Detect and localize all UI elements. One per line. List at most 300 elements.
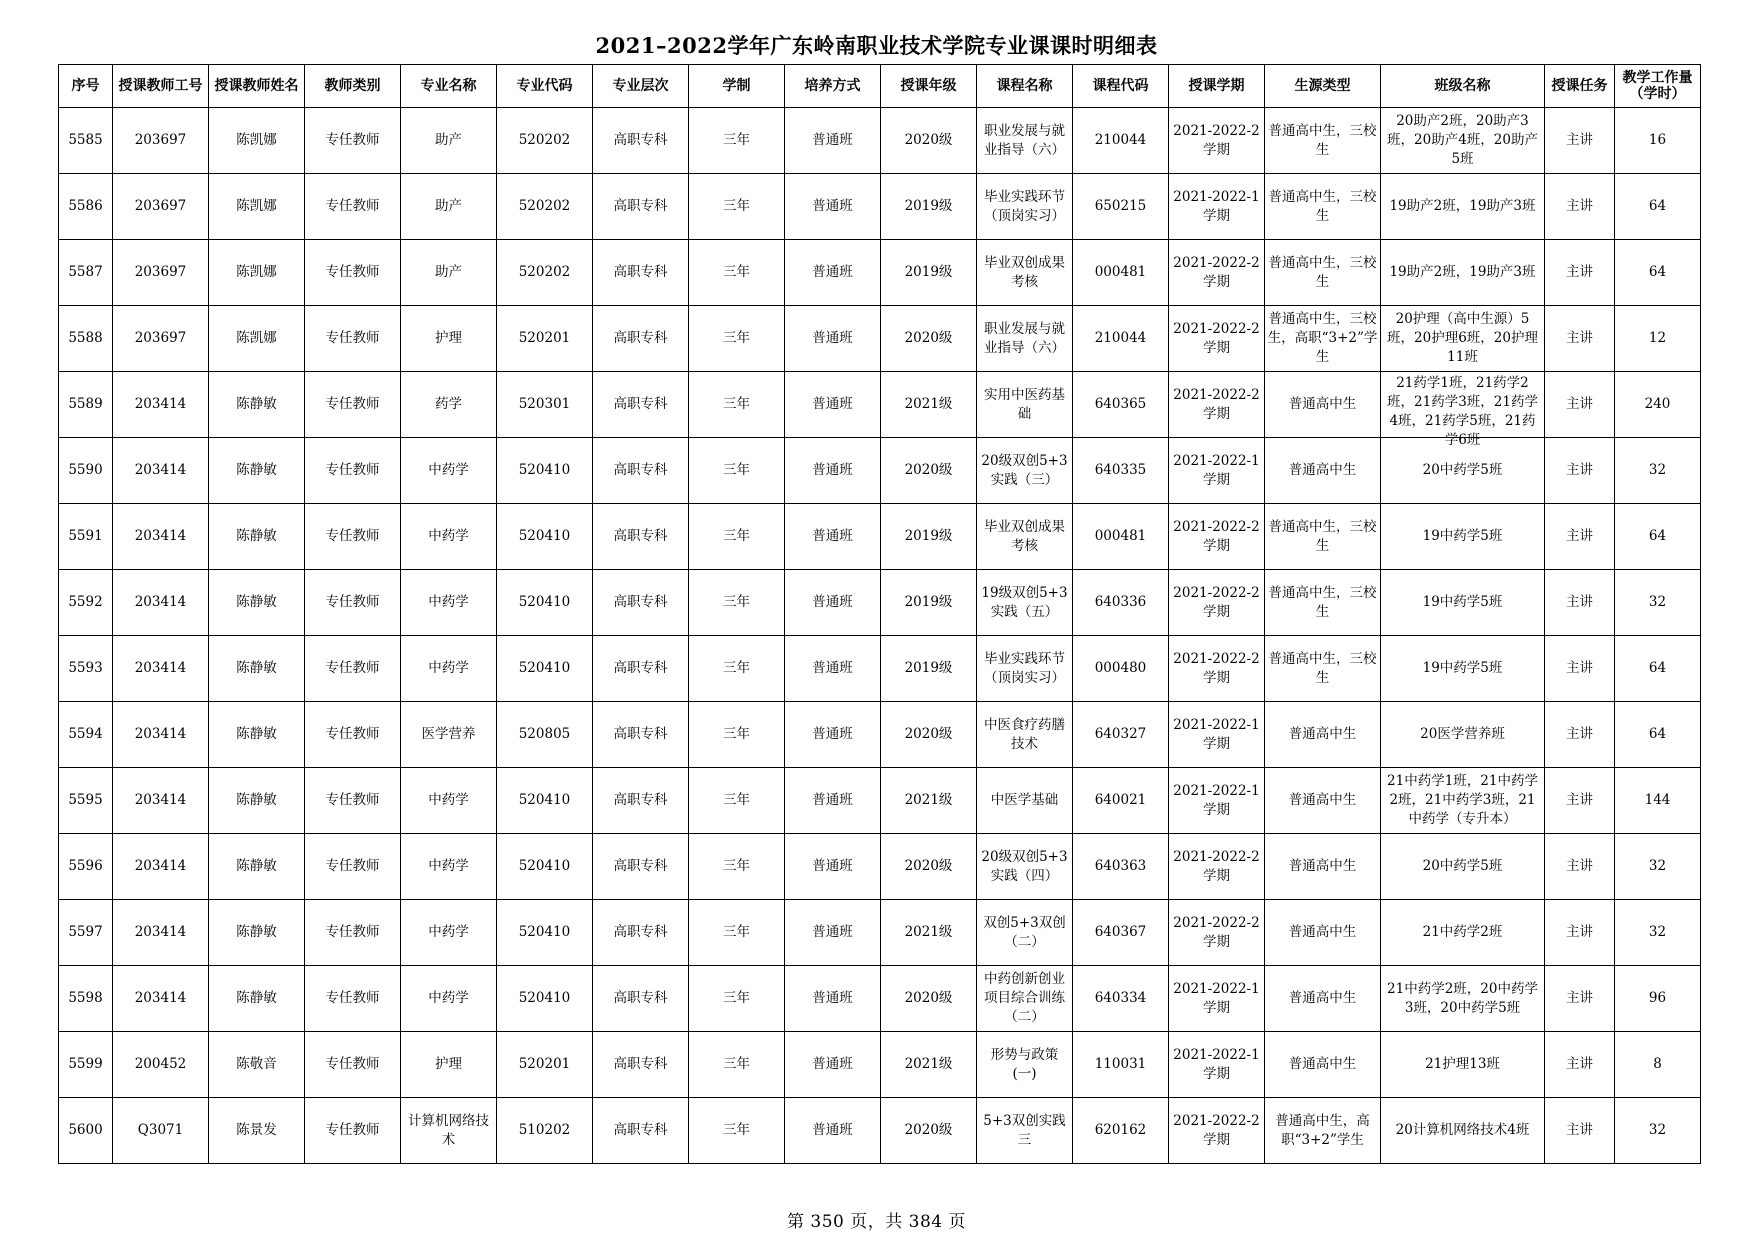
cell-text: 职业发展与就业指导（六） xyxy=(984,320,1065,356)
cell-teacher-type xyxy=(305,240,401,306)
cell-text: 5585 xyxy=(68,132,103,148)
cell-duration xyxy=(689,966,785,1032)
cell-duration xyxy=(689,900,785,966)
cell-text: 普通班 xyxy=(812,726,853,742)
cell-text: 520410 xyxy=(518,990,571,1006)
cell-text: 专任教师 xyxy=(325,594,380,610)
cell-text: 19中药学5班 xyxy=(1422,594,1503,610)
cell-text: 2021级 xyxy=(904,792,953,808)
cell-text: 203697 xyxy=(134,198,187,214)
cell-text: 护理 xyxy=(435,1056,462,1072)
cell-major-code xyxy=(497,702,593,768)
cell-text: 普通高中生 xyxy=(1288,924,1357,940)
cell-text: 32 xyxy=(1648,462,1667,478)
cell-text: 2021-2022-1学期 xyxy=(1173,782,1260,818)
cell-task xyxy=(1545,702,1615,768)
cell-task xyxy=(1545,900,1615,966)
cell-text: 普通高中生，三校生 xyxy=(1268,254,1377,290)
table-row xyxy=(59,834,1701,900)
table-row xyxy=(59,900,1701,966)
cell-text: 普通高中生，三校生 xyxy=(1268,518,1377,554)
cell-grade xyxy=(881,306,977,372)
cell-level xyxy=(593,636,689,702)
cell-text: 5598 xyxy=(68,990,103,1006)
table-row xyxy=(59,1032,1701,1098)
cell-text: 2021-2022-2学期 xyxy=(1173,122,1260,158)
cell-term xyxy=(1169,306,1265,372)
cell-seq-no xyxy=(59,570,113,636)
cell-duration xyxy=(689,1098,785,1164)
cell-major-name xyxy=(401,702,497,768)
cell-term xyxy=(1169,240,1265,306)
cell-class-name xyxy=(1381,570,1545,636)
cell-course-code xyxy=(1073,570,1169,636)
cell-text: 520410 xyxy=(518,924,571,940)
cell-grade xyxy=(881,174,977,240)
cell-seq-no xyxy=(59,702,113,768)
cell-text: 2020级 xyxy=(904,330,953,346)
cell-text: 专任教师 xyxy=(325,858,380,874)
cell-teacher-name xyxy=(209,240,305,306)
cell-teacher-id xyxy=(113,372,209,438)
cell-text: 中医食疗药膳技术 xyxy=(984,716,1065,752)
cell-text: 520201 xyxy=(518,1056,571,1072)
cell-major-code xyxy=(497,900,593,966)
cell-major-code xyxy=(497,1032,593,1098)
cell-text: 520410 xyxy=(518,858,571,874)
table-row xyxy=(59,240,1701,306)
cell-level xyxy=(593,1098,689,1164)
cell-workload xyxy=(1615,438,1701,504)
cell-course-name xyxy=(977,570,1073,636)
cell-text: 专任教师 xyxy=(325,792,380,808)
table-row xyxy=(59,174,1701,240)
cell-text: 主讲 xyxy=(1566,198,1593,214)
cell-major-code xyxy=(497,570,593,636)
cell-text: 2019级 xyxy=(904,594,953,610)
table-row xyxy=(59,306,1701,372)
cell-teacher-type xyxy=(305,900,401,966)
cell-text: 520805 xyxy=(518,726,571,742)
cell-duration xyxy=(689,174,785,240)
cell-seq-no xyxy=(59,108,113,174)
cell-text: 2021-2022-2学期 xyxy=(1173,584,1260,620)
cell-text: 中药学 xyxy=(428,792,469,808)
cell-term xyxy=(1169,372,1265,438)
cell-course-code xyxy=(1073,768,1169,834)
cell-duration xyxy=(689,240,785,306)
cell-course-code xyxy=(1073,438,1169,504)
cell-training-mode xyxy=(785,636,881,702)
cell-text: 650215 xyxy=(1094,198,1147,214)
cell-text: 5586 xyxy=(68,198,103,214)
cell-text: 高职专科 xyxy=(613,990,668,1006)
cell-seq-no xyxy=(59,504,113,570)
cell-text: 5594 xyxy=(68,726,103,742)
cell-text: 三年 xyxy=(723,1056,750,1072)
cell-text: 普通高中生，三校生 xyxy=(1268,122,1377,158)
cell-teacher-name xyxy=(209,504,305,570)
cell-text: 主讲 xyxy=(1566,1056,1593,1072)
cell-text: 高职专科 xyxy=(613,462,668,478)
cell-class-name xyxy=(1381,900,1545,966)
cell-text: 普通高中生 xyxy=(1288,1056,1357,1072)
cell-workload xyxy=(1615,834,1701,900)
cell-training-mode xyxy=(785,504,881,570)
cell-major-code xyxy=(497,1098,593,1164)
cell-class-name xyxy=(1381,702,1545,768)
course-hours-table xyxy=(58,64,1701,1164)
cell-text: 陈静敏 xyxy=(236,528,277,544)
cell-text: 主讲 xyxy=(1566,990,1593,1006)
cell-text: 5593 xyxy=(68,660,103,676)
cell-course-code xyxy=(1073,504,1169,570)
cell-text: 520410 xyxy=(518,594,571,610)
cell-grade xyxy=(881,240,977,306)
cell-training-mode xyxy=(785,240,881,306)
header-cell: 专业层次 xyxy=(593,65,689,108)
header-cell: 专业名称 xyxy=(401,65,497,108)
cell-text: 普通高中生，三校生 xyxy=(1268,650,1377,686)
cell-student-source xyxy=(1265,1098,1381,1164)
cell-text: 210044 xyxy=(1094,132,1147,148)
cell-text: 高职专科 xyxy=(613,726,668,742)
header-cell: 课程名称 xyxy=(977,65,1073,108)
cell-duration xyxy=(689,306,785,372)
cell-text: 2020级 xyxy=(904,132,953,148)
cell-duration xyxy=(689,438,785,504)
cell-teacher-type xyxy=(305,306,401,372)
header-cell: 教学工作量（学时） xyxy=(1615,65,1701,108)
cell-teacher-type xyxy=(305,1098,401,1164)
cell-text: 2020级 xyxy=(904,1122,953,1138)
cell-term xyxy=(1169,174,1265,240)
cell-text: 520410 xyxy=(518,462,571,478)
cell-text: 主讲 xyxy=(1566,924,1593,940)
cell-course-name xyxy=(977,1032,1073,1098)
cell-course-code xyxy=(1073,174,1169,240)
cell-level xyxy=(593,834,689,900)
cell-text: 毕业双创成果考核 xyxy=(984,518,1065,554)
cell-text: 高职专科 xyxy=(613,924,668,940)
cell-text: 主讲 xyxy=(1566,726,1593,742)
cell-class-name xyxy=(1381,240,1545,306)
cell-course-code xyxy=(1073,900,1169,966)
cell-major-name xyxy=(401,1032,497,1098)
cell-teacher-id xyxy=(113,702,209,768)
cell-task xyxy=(1545,1098,1615,1164)
cell-major-name xyxy=(401,306,497,372)
cell-text: 2019级 xyxy=(904,198,953,214)
cell-text: 专任教师 xyxy=(325,924,380,940)
cell-text: 专任教师 xyxy=(325,132,380,148)
cell-student-source xyxy=(1265,900,1381,966)
cell-major-name xyxy=(401,438,497,504)
cell-text: 20中药学5班 xyxy=(1422,858,1503,874)
cell-text: 专任教师 xyxy=(325,330,380,346)
cell-text: 三年 xyxy=(723,858,750,874)
cell-text: 陈静敏 xyxy=(236,660,277,676)
cell-text: 96 xyxy=(1648,990,1667,1006)
cell-text: 中药学 xyxy=(428,858,469,874)
cell-text: 主讲 xyxy=(1566,330,1593,346)
cell-course-name xyxy=(977,372,1073,438)
cell-course-code xyxy=(1073,240,1169,306)
cell-text: 普通班 xyxy=(812,528,853,544)
cell-text: 三年 xyxy=(723,726,750,742)
table-row xyxy=(59,504,1701,570)
cell-text: 5599 xyxy=(68,1056,103,1072)
cell-major-name xyxy=(401,636,497,702)
cell-term xyxy=(1169,108,1265,174)
cell-teacher-name xyxy=(209,636,305,702)
cell-training-mode xyxy=(785,702,881,768)
cell-task xyxy=(1545,966,1615,1032)
cell-text: 专任教师 xyxy=(325,726,380,742)
cell-text: 19中药学5班 xyxy=(1422,660,1503,676)
cell-text: 640335 xyxy=(1094,462,1147,478)
cell-text: 高职专科 xyxy=(613,264,668,280)
header-cell: 授课年级 xyxy=(881,65,977,108)
cell-text: 专任教师 xyxy=(325,462,380,478)
cell-grade xyxy=(881,504,977,570)
cell-text: 520410 xyxy=(518,792,571,808)
cell-text: 陈静敏 xyxy=(236,396,277,412)
cell-text: 5597 xyxy=(68,924,103,940)
cell-text: 普通高中生，高职“3+2”学生 xyxy=(1275,1112,1370,1148)
cell-training-mode xyxy=(785,108,881,174)
cell-text: 陈凯娜 xyxy=(236,198,277,214)
cell-text: 中药学 xyxy=(428,462,469,478)
cell-workload xyxy=(1615,636,1701,702)
cell-text: 203414 xyxy=(134,990,187,1006)
cell-text: 助产 xyxy=(435,132,462,148)
table-row xyxy=(59,108,1701,174)
cell-task xyxy=(1545,504,1615,570)
cell-major-name xyxy=(401,174,497,240)
cell-text: 中药创新创业项目综合训练（二） xyxy=(984,971,1065,1025)
cell-teacher-id xyxy=(113,834,209,900)
cell-text: 陈凯娜 xyxy=(236,264,277,280)
cell-text: 主讲 xyxy=(1566,264,1593,280)
cell-text: 专任教师 xyxy=(325,990,380,1006)
cell-text: 普通班 xyxy=(812,924,853,940)
cell-text: 32 xyxy=(1648,594,1667,610)
cell-task xyxy=(1545,108,1615,174)
cell-teacher-type xyxy=(305,174,401,240)
cell-text: 64 xyxy=(1648,198,1667,214)
cell-text: 144 xyxy=(1644,792,1671,808)
cell-text: 助产 xyxy=(435,198,462,214)
cell-text: 专任教师 xyxy=(325,1056,380,1072)
cell-text: 2021-2022-2学期 xyxy=(1173,848,1260,884)
cell-text: 形势与政策(一) xyxy=(990,1046,1059,1082)
cell-text: 主讲 xyxy=(1566,660,1593,676)
cell-text: 8 xyxy=(1653,1056,1662,1072)
cell-text: 主讲 xyxy=(1566,396,1593,412)
cell-major-name xyxy=(401,834,497,900)
cell-text: 203414 xyxy=(134,396,187,412)
cell-course-code xyxy=(1073,1098,1169,1164)
cell-text: 护理 xyxy=(435,330,462,346)
cell-text: 普通高中生，三校生 xyxy=(1268,584,1377,620)
cell-text: 520301 xyxy=(518,396,571,412)
cell-text: 三年 xyxy=(723,528,750,544)
cell-text: 助产 xyxy=(435,264,462,280)
cell-workload xyxy=(1615,966,1701,1032)
cell-training-mode xyxy=(785,966,881,1032)
header-row xyxy=(59,65,1701,108)
cell-text: 三年 xyxy=(723,924,750,940)
cell-text: 主讲 xyxy=(1566,462,1593,478)
cell-training-mode xyxy=(785,438,881,504)
cell-teacher-name xyxy=(209,438,305,504)
cell-workload xyxy=(1615,108,1701,174)
cell-major-name xyxy=(401,240,497,306)
cell-text: 计算机网络技术 xyxy=(408,1112,489,1148)
cell-text: 专任教师 xyxy=(325,264,380,280)
cell-text: 19级双创5+3实践（五） xyxy=(981,584,1068,620)
header-cell: 课程代码 xyxy=(1073,65,1169,108)
cell-major-name xyxy=(401,108,497,174)
header-cell: 培养方式 xyxy=(785,65,881,108)
cell-text: 2021-2022-2学期 xyxy=(1173,320,1260,356)
cell-term xyxy=(1169,504,1265,570)
cell-text: 中药学 xyxy=(428,924,469,940)
cell-text: 三年 xyxy=(723,594,750,610)
cell-text: 陈静敏 xyxy=(236,990,277,1006)
cell-teacher-name xyxy=(209,372,305,438)
cell-text: 中药学 xyxy=(428,990,469,1006)
cell-task xyxy=(1545,768,1615,834)
cell-workload xyxy=(1615,900,1701,966)
cell-text: 19助产2班，19助产3班 xyxy=(1389,198,1536,214)
cell-task xyxy=(1545,438,1615,504)
table-row xyxy=(59,570,1701,636)
cell-text: 2019级 xyxy=(904,528,953,544)
cell-course-name xyxy=(977,108,1073,174)
cell-class-name xyxy=(1381,108,1545,174)
cell-student-source xyxy=(1265,504,1381,570)
cell-text: 5591 xyxy=(68,528,103,544)
cell-term xyxy=(1169,966,1265,1032)
cell-text: 2021-2022-2学期 xyxy=(1173,254,1260,290)
cell-teacher-id xyxy=(113,1098,209,1164)
cell-task xyxy=(1545,306,1615,372)
cell-text: 203414 xyxy=(134,528,187,544)
cell-class-name xyxy=(1381,768,1545,834)
cell-duration xyxy=(689,1032,785,1098)
cell-text: 毕业双创成果考核 xyxy=(984,254,1065,290)
cell-text: 21中药学2班 xyxy=(1422,924,1503,940)
cell-text: 520202 xyxy=(518,264,571,280)
cell-teacher-name xyxy=(209,702,305,768)
header-cell: 序号 xyxy=(59,65,113,108)
table-row xyxy=(59,372,1701,438)
cell-text: 三年 xyxy=(723,660,750,676)
cell-text: 普通班 xyxy=(812,990,853,1006)
cell-text: 240 xyxy=(1644,396,1671,412)
cell-task xyxy=(1545,834,1615,900)
cell-course-code xyxy=(1073,372,1169,438)
cell-text: 32 xyxy=(1648,1122,1667,1138)
cell-text: 64 xyxy=(1648,264,1667,280)
cell-teacher-name xyxy=(209,834,305,900)
cell-seq-no xyxy=(59,372,113,438)
cell-course-name xyxy=(977,240,1073,306)
cell-workload xyxy=(1615,1098,1701,1164)
cell-training-mode xyxy=(785,900,881,966)
cell-teacher-type xyxy=(305,1032,401,1098)
cell-teacher-type xyxy=(305,504,401,570)
cell-text: 640334 xyxy=(1094,990,1147,1006)
header-cell: 授课学期 xyxy=(1169,65,1265,108)
cell-teacher-id xyxy=(113,504,209,570)
cell-text: 普通高中生 xyxy=(1288,990,1357,1006)
cell-text: 5587 xyxy=(68,264,103,280)
cell-teacher-name xyxy=(209,306,305,372)
cell-course-name xyxy=(977,504,1073,570)
cell-grade xyxy=(881,570,977,636)
cell-level xyxy=(593,702,689,768)
cell-duration xyxy=(689,768,785,834)
cell-text: 5600 xyxy=(68,1122,103,1138)
cell-student-source xyxy=(1265,966,1381,1032)
cell-course-name xyxy=(977,174,1073,240)
cell-workload xyxy=(1615,306,1701,372)
cell-course-name xyxy=(977,306,1073,372)
cell-text: 640363 xyxy=(1094,858,1147,874)
cell-course-code xyxy=(1073,702,1169,768)
cell-teacher-type xyxy=(305,570,401,636)
cell-class-name xyxy=(1381,966,1545,1032)
cell-text: 203414 xyxy=(134,462,187,478)
cell-text: 32 xyxy=(1648,924,1667,940)
cell-seq-no xyxy=(59,768,113,834)
cell-level xyxy=(593,768,689,834)
cell-student-source xyxy=(1265,834,1381,900)
cell-text: 5592 xyxy=(68,594,103,610)
cell-training-mode xyxy=(785,1032,881,1098)
cell-text: 三年 xyxy=(723,396,750,412)
cell-grade xyxy=(881,372,977,438)
cell-task xyxy=(1545,174,1615,240)
cell-text: 2019级 xyxy=(904,264,953,280)
cell-text: 520410 xyxy=(518,528,571,544)
cell-text: 陈静敏 xyxy=(236,594,277,610)
cell-course-name xyxy=(977,1098,1073,1164)
cell-training-mode xyxy=(785,174,881,240)
cell-text: 640365 xyxy=(1094,396,1147,412)
cell-teacher-id xyxy=(113,966,209,1032)
cell-text: 专任教师 xyxy=(325,1122,380,1138)
cell-text: 510202 xyxy=(518,1122,571,1138)
cell-term xyxy=(1169,636,1265,702)
cell-term xyxy=(1169,1032,1265,1098)
cell-text: 2021级 xyxy=(904,924,953,940)
cell-text: 三年 xyxy=(723,132,750,148)
cell-text: 21中药学1班，21中药学2班，21中药学3班，21中药学（专升本） xyxy=(1387,773,1538,827)
cell-teacher-id xyxy=(113,900,209,966)
cell-text: 640336 xyxy=(1094,594,1147,610)
cell-text: 2020级 xyxy=(904,462,953,478)
cell-teacher-type xyxy=(305,966,401,1032)
cell-text: 中药学 xyxy=(428,594,469,610)
cell-text: 专任教师 xyxy=(325,528,380,544)
cell-task xyxy=(1545,372,1615,438)
cell-training-mode xyxy=(785,306,881,372)
cell-class-name xyxy=(1381,372,1545,448)
